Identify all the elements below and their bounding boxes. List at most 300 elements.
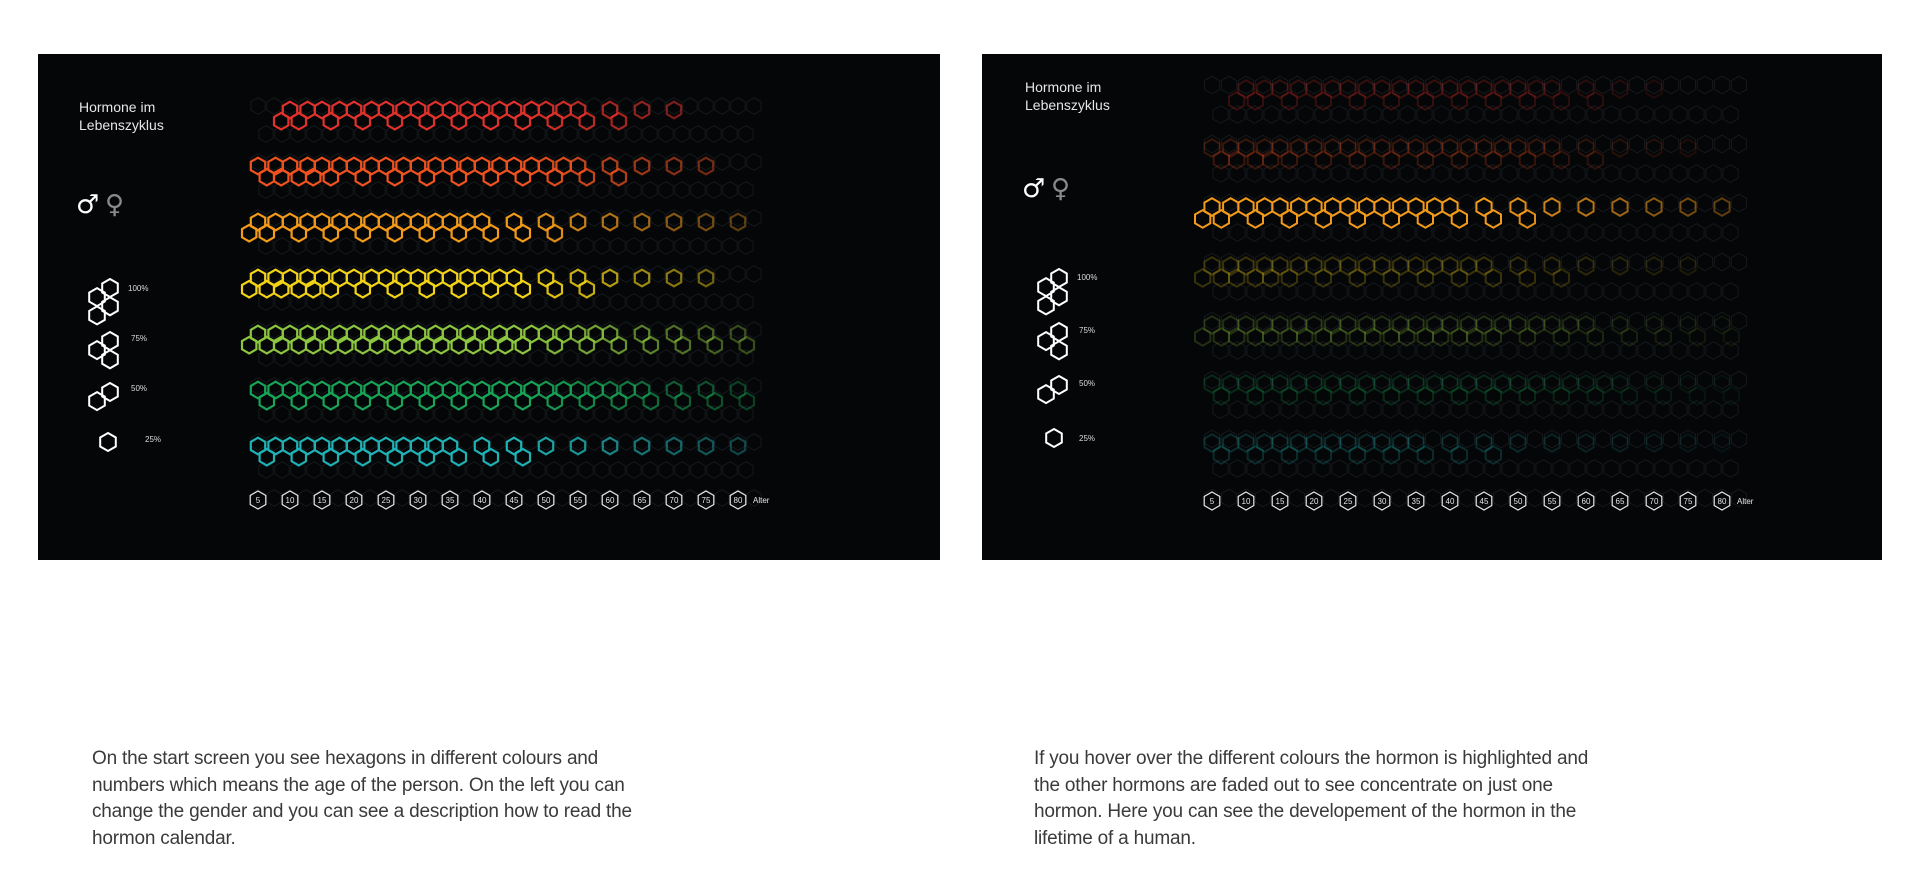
background-hex (1298, 165, 1313, 183)
background-hex (1570, 224, 1585, 242)
hex-lime (242, 337, 256, 354)
background-hex (1272, 194, 1287, 212)
hex-green (740, 393, 754, 410)
background-hex (1332, 106, 1347, 124)
background-hex (1272, 253, 1287, 271)
background-hex (747, 322, 761, 339)
background-hex (667, 378, 681, 395)
background-hex (1638, 460, 1653, 478)
hex-teal (1680, 434, 1695, 452)
hex-yellow (1359, 257, 1374, 275)
age-tick-label: 20 (349, 496, 359, 505)
background-hex (1536, 224, 1551, 242)
background-hex (1340, 194, 1355, 212)
background-hex (643, 126, 657, 143)
background-hex (1689, 460, 1704, 478)
background-hex (363, 490, 377, 507)
hex-lime (1690, 328, 1705, 346)
hex-orange (1223, 198, 1238, 216)
background-hex (1536, 106, 1551, 124)
background-hex (691, 294, 705, 311)
background-hex (403, 294, 417, 311)
female-icon[interactable]: ♀ (1051, 174, 1071, 204)
background-hex (1510, 430, 1525, 448)
background-hex (1502, 342, 1517, 360)
background-hex (1408, 253, 1423, 271)
background-hex (1706, 342, 1721, 360)
hex-red (1588, 92, 1603, 110)
background-hex (1442, 135, 1457, 153)
background-hex (435, 294, 449, 311)
background-hex (1578, 312, 1593, 330)
hex-green (1359, 375, 1374, 393)
hex-yellow (242, 281, 256, 298)
hex-orange-red (580, 169, 594, 186)
background-hex (1689, 283, 1704, 301)
background-hex (603, 266, 617, 283)
background-hex (531, 462, 545, 479)
background-hex (1340, 135, 1355, 153)
hex-orange-red (1325, 139, 1340, 157)
background-hex (1230, 460, 1245, 478)
background-hex (403, 182, 417, 199)
background-hex (1553, 460, 1568, 478)
background-hex (715, 322, 729, 339)
background-hex (371, 126, 385, 143)
background-hex (347, 434, 361, 451)
background-hex (1723, 106, 1738, 124)
background-hex (1476, 194, 1491, 212)
background-hex (707, 462, 721, 479)
background-hex (1663, 430, 1678, 448)
background-hex (611, 238, 625, 255)
background-hex (251, 154, 265, 171)
background-hex (715, 434, 729, 451)
hex-yellow (1393, 257, 1408, 275)
background-hex (619, 490, 633, 507)
background-hex (267, 98, 281, 115)
background-hex (627, 238, 641, 255)
background-hex (411, 322, 425, 339)
background-hex (731, 378, 745, 395)
background-hex (1510, 371, 1525, 389)
background-hex (555, 210, 569, 227)
background-hex (251, 434, 265, 451)
background-hex (1714, 312, 1729, 330)
background-hex (1629, 312, 1644, 330)
background-hex (539, 98, 553, 115)
background-hex (1544, 135, 1559, 153)
hex-red (1325, 80, 1340, 98)
background-hex (435, 182, 449, 199)
hex-green (1223, 375, 1238, 393)
background-hex (1714, 371, 1729, 389)
hex-teal (1714, 434, 1729, 452)
background-hex (1476, 371, 1491, 389)
hex-orange-red (635, 158, 649, 175)
hex-green (644, 393, 658, 410)
hex-yellow (1291, 257, 1306, 275)
background-hex (1408, 371, 1423, 389)
background-hex (1306, 135, 1321, 153)
background-hex (659, 406, 673, 423)
background-hex (1332, 283, 1347, 301)
background-hex (1731, 312, 1746, 330)
background-hex (467, 182, 481, 199)
hex-red (612, 113, 626, 130)
background-hex (1672, 283, 1687, 301)
background-hex (1493, 253, 1508, 271)
background-hex (603, 322, 617, 339)
background-hex (1731, 194, 1746, 212)
background-hex (499, 182, 513, 199)
hex-yellow (1646, 257, 1661, 275)
background-hex (371, 406, 385, 423)
background-hex (307, 238, 321, 255)
background-hex (627, 406, 641, 423)
background-hex (1442, 312, 1457, 330)
background-hex (1391, 489, 1406, 507)
legend-hexes (1038, 269, 1067, 447)
background-hex (1663, 312, 1678, 330)
age-tick-label: 70 (1649, 497, 1659, 506)
background-hex (1459, 430, 1474, 448)
background-hex (1655, 106, 1670, 124)
background-hex (1621, 106, 1636, 124)
background-hex (715, 210, 729, 227)
background-hex (1272, 430, 1287, 448)
background-hex (491, 434, 505, 451)
background-hex (275, 406, 289, 423)
background-hex (1731, 76, 1746, 94)
background-hex (1706, 224, 1721, 242)
background-hex (1646, 76, 1661, 94)
background-hex (371, 238, 385, 255)
age-tick-label: 25 (1343, 497, 1353, 506)
background-hex (1672, 342, 1687, 360)
background-hex (683, 434, 697, 451)
age-tick-label: 35 (1411, 497, 1421, 506)
background-hex (1238, 312, 1253, 330)
background-hex (1680, 194, 1695, 212)
background-hex (683, 210, 697, 227)
hex-teal (1510, 434, 1525, 452)
hormone-row-yellow (242, 270, 713, 298)
background-hex (1298, 283, 1313, 301)
background-hex (1561, 489, 1576, 507)
background-hex (707, 294, 721, 311)
background-hex (595, 462, 609, 479)
background-hex (523, 434, 537, 451)
background-hex (411, 98, 425, 115)
legend-label-25: 25% (145, 435, 162, 444)
background-hex (1230, 224, 1245, 242)
background-hex (1476, 135, 1491, 153)
background-hex (411, 434, 425, 451)
background-hex (603, 434, 617, 451)
hex-lime (676, 337, 690, 354)
background-hex (627, 462, 641, 479)
background-hex (1612, 135, 1627, 153)
hex-orange-red (667, 158, 681, 175)
hormone-row-teal (1204, 434, 1729, 464)
hex-yellow (1195, 269, 1210, 287)
background-hex (643, 294, 657, 311)
background-hex (1408, 430, 1423, 448)
hex-lime (1529, 316, 1544, 334)
male-icon[interactable]: ♂ (76, 190, 100, 220)
background-hex (563, 182, 577, 199)
background-hex (1476, 312, 1491, 330)
background-hex (1714, 135, 1729, 153)
background-hex (1570, 460, 1585, 478)
hex-teal (1612, 434, 1627, 452)
background-hex (1366, 106, 1381, 124)
background-hex (715, 378, 729, 395)
background-hex (1238, 76, 1253, 94)
background-hex (1638, 165, 1653, 183)
background-hex (1204, 76, 1219, 94)
background-hex (1672, 460, 1687, 478)
hex-red (1359, 80, 1374, 98)
background-hex (699, 266, 713, 283)
background-hex (587, 98, 601, 115)
hex-red (1393, 80, 1408, 98)
hex-lime (1656, 328, 1671, 346)
background-hex (1272, 76, 1287, 94)
background-hex (1434, 106, 1449, 124)
background-hex (747, 378, 761, 395)
background-hex (603, 378, 617, 395)
hex-orange (603, 214, 617, 231)
background-hex (539, 322, 553, 339)
background-hex (1672, 224, 1687, 242)
background-hex (499, 406, 513, 423)
age-tick-label: 15 (1275, 497, 1285, 506)
hex-orange (571, 214, 585, 231)
background-hex (1502, 460, 1517, 478)
legend-hex (1046, 429, 1062, 447)
background-hex (499, 126, 513, 143)
hex-yellow (1427, 257, 1442, 275)
hormone-hex-grid[interactable] (38, 54, 940, 560)
background-hex (1527, 489, 1542, 507)
background-hex (555, 490, 569, 507)
background-hex (1366, 283, 1381, 301)
background-hex (315, 154, 329, 171)
background-hex (1570, 106, 1585, 124)
age-tick-label: 35 (445, 496, 455, 505)
background-hex (1468, 460, 1483, 478)
background-hex (1723, 224, 1738, 242)
background-hex (539, 266, 553, 283)
legend-hex (1051, 341, 1067, 359)
legend-label-50: 50% (131, 384, 148, 393)
background-hex (747, 98, 761, 115)
male-icon[interactable]: ♂ (1022, 174, 1046, 204)
hex-orange (699, 214, 713, 231)
background-hex (371, 294, 385, 311)
background-hex (283, 98, 297, 115)
age-tick-label: 45 (1479, 497, 1489, 506)
background-hex (1442, 430, 1457, 448)
hex-orange-red (1612, 139, 1627, 157)
background-hex (723, 182, 737, 199)
background-hex (651, 98, 665, 115)
background-hex (467, 238, 481, 255)
background-hex (571, 210, 585, 227)
hormone-row-red (1229, 80, 1662, 110)
background-hex (331, 490, 345, 507)
background-hex (1272, 312, 1287, 330)
female-icon[interactable]: ♀ (105, 190, 125, 220)
background-hex (539, 434, 553, 451)
background-hex (1612, 430, 1627, 448)
background-hex (619, 434, 633, 451)
background-hex (1697, 312, 1712, 330)
background-hex (1544, 76, 1559, 94)
background-hex (1425, 489, 1440, 507)
background-hex (507, 210, 521, 227)
hex-yellow (1554, 269, 1569, 287)
hex-orange-red (1291, 139, 1306, 157)
legend-hex (1038, 385, 1054, 403)
hex-orange (1393, 198, 1408, 216)
background-hex (1663, 253, 1678, 271)
hex-red (1461, 80, 1476, 98)
background-hex (467, 294, 481, 311)
background-hex (1561, 135, 1576, 153)
hex-orange (1427, 198, 1442, 216)
age-tick-label: 50 (541, 496, 551, 505)
background-hex (1374, 194, 1389, 212)
background-hex (1553, 224, 1568, 242)
hex-green (1495, 375, 1510, 393)
background-hex (1298, 401, 1313, 419)
background-hex (643, 462, 657, 479)
background-hex (499, 294, 513, 311)
background-hex (1502, 224, 1517, 242)
background-hex (723, 350, 737, 367)
background-hex (1570, 342, 1585, 360)
background-hex (563, 294, 577, 311)
background-hex (1544, 371, 1559, 389)
background-hex (371, 182, 385, 199)
age-axis-label: Alter (753, 496, 770, 505)
hex-red (1257, 80, 1272, 98)
caption-hover-state: If you hover over the different colours the hormon is highlighted and the other hormons are faded out to see concentrate on just one hormon. Here you can see the developement of the hormon in the lifetime of a human. (1034, 748, 1589, 849)
hormone-row-yellow (1195, 257, 1696, 287)
background-hex (651, 434, 665, 451)
background-hex (523, 210, 537, 227)
background-hex (347, 266, 361, 283)
background-hex (1561, 253, 1576, 271)
hex-orange (516, 225, 530, 242)
background-hex (1604, 165, 1619, 183)
background-hex (475, 378, 489, 395)
background-hex (723, 126, 737, 143)
background-hex (723, 406, 737, 423)
background-hex (619, 266, 633, 283)
background-hex (1578, 430, 1593, 448)
background-hex (1629, 371, 1644, 389)
hormone-row-teal (251, 438, 745, 466)
age-tick-label: 70 (669, 496, 679, 505)
background-hex (1374, 430, 1389, 448)
hex-teal (699, 438, 713, 455)
hormone-row-red (274, 102, 681, 130)
background-hex (675, 238, 689, 255)
background-hex (475, 98, 489, 115)
caption-start-screen: On the start screen you see hexagons in different colours and numbers which means the age of the person. On the left you can change the gender and you can see a description how to read the hormon calendar. (92, 748, 632, 849)
hormone-hex-grid[interactable] (982, 54, 1882, 560)
background-hex (1408, 76, 1423, 94)
background-hex (1434, 460, 1449, 478)
hex-lime (1563, 316, 1578, 334)
background-hex (1238, 194, 1253, 212)
background-hex (675, 294, 689, 311)
age-tick-label: 15 (317, 496, 327, 505)
background-hex (1663, 371, 1678, 389)
background-hex (1680, 371, 1695, 389)
background-hex (347, 378, 361, 395)
background-hex (1723, 283, 1738, 301)
hex-orange-red (1529, 139, 1544, 157)
background-hex (1272, 371, 1287, 389)
age-tick-label: 45 (509, 496, 519, 505)
hex-orange (484, 225, 498, 242)
background-hex (1204, 194, 1219, 212)
background-hex (1298, 224, 1313, 242)
background-hex (443, 322, 457, 339)
background-hex (1638, 106, 1653, 124)
background-hex (1561, 430, 1576, 448)
background-hex (739, 182, 753, 199)
background-hex (443, 266, 457, 283)
background-hex (1374, 312, 1389, 330)
hex-green (1597, 375, 1612, 393)
hex-green (1622, 387, 1637, 405)
legend-hex (1038, 296, 1054, 314)
background-hex (1663, 489, 1678, 507)
background-hex (571, 98, 585, 115)
background-hex (1595, 489, 1610, 507)
background-hex (595, 182, 609, 199)
background-hex (1306, 430, 1321, 448)
background-hex (1400, 401, 1415, 419)
hex-orange-red (1646, 139, 1661, 157)
background-hex (1697, 253, 1712, 271)
age-tick-label: 10 (1241, 497, 1251, 506)
hex-red (274, 113, 288, 130)
background-hex (667, 154, 681, 171)
background-hex (1264, 106, 1279, 124)
background-hex (691, 462, 705, 479)
background-hex (667, 322, 681, 339)
background-hex (731, 210, 745, 227)
hormone-row-green (251, 382, 754, 410)
background-hex (1697, 76, 1712, 94)
background-hex (651, 154, 665, 171)
background-hex (1238, 135, 1253, 153)
background-hex (659, 238, 673, 255)
background-hex (619, 210, 633, 227)
background-hex (307, 126, 321, 143)
age-tick-label: 50 (1513, 497, 1523, 506)
hex-teal (1646, 434, 1661, 452)
hex-teal (635, 438, 649, 455)
background-hex (1476, 253, 1491, 271)
